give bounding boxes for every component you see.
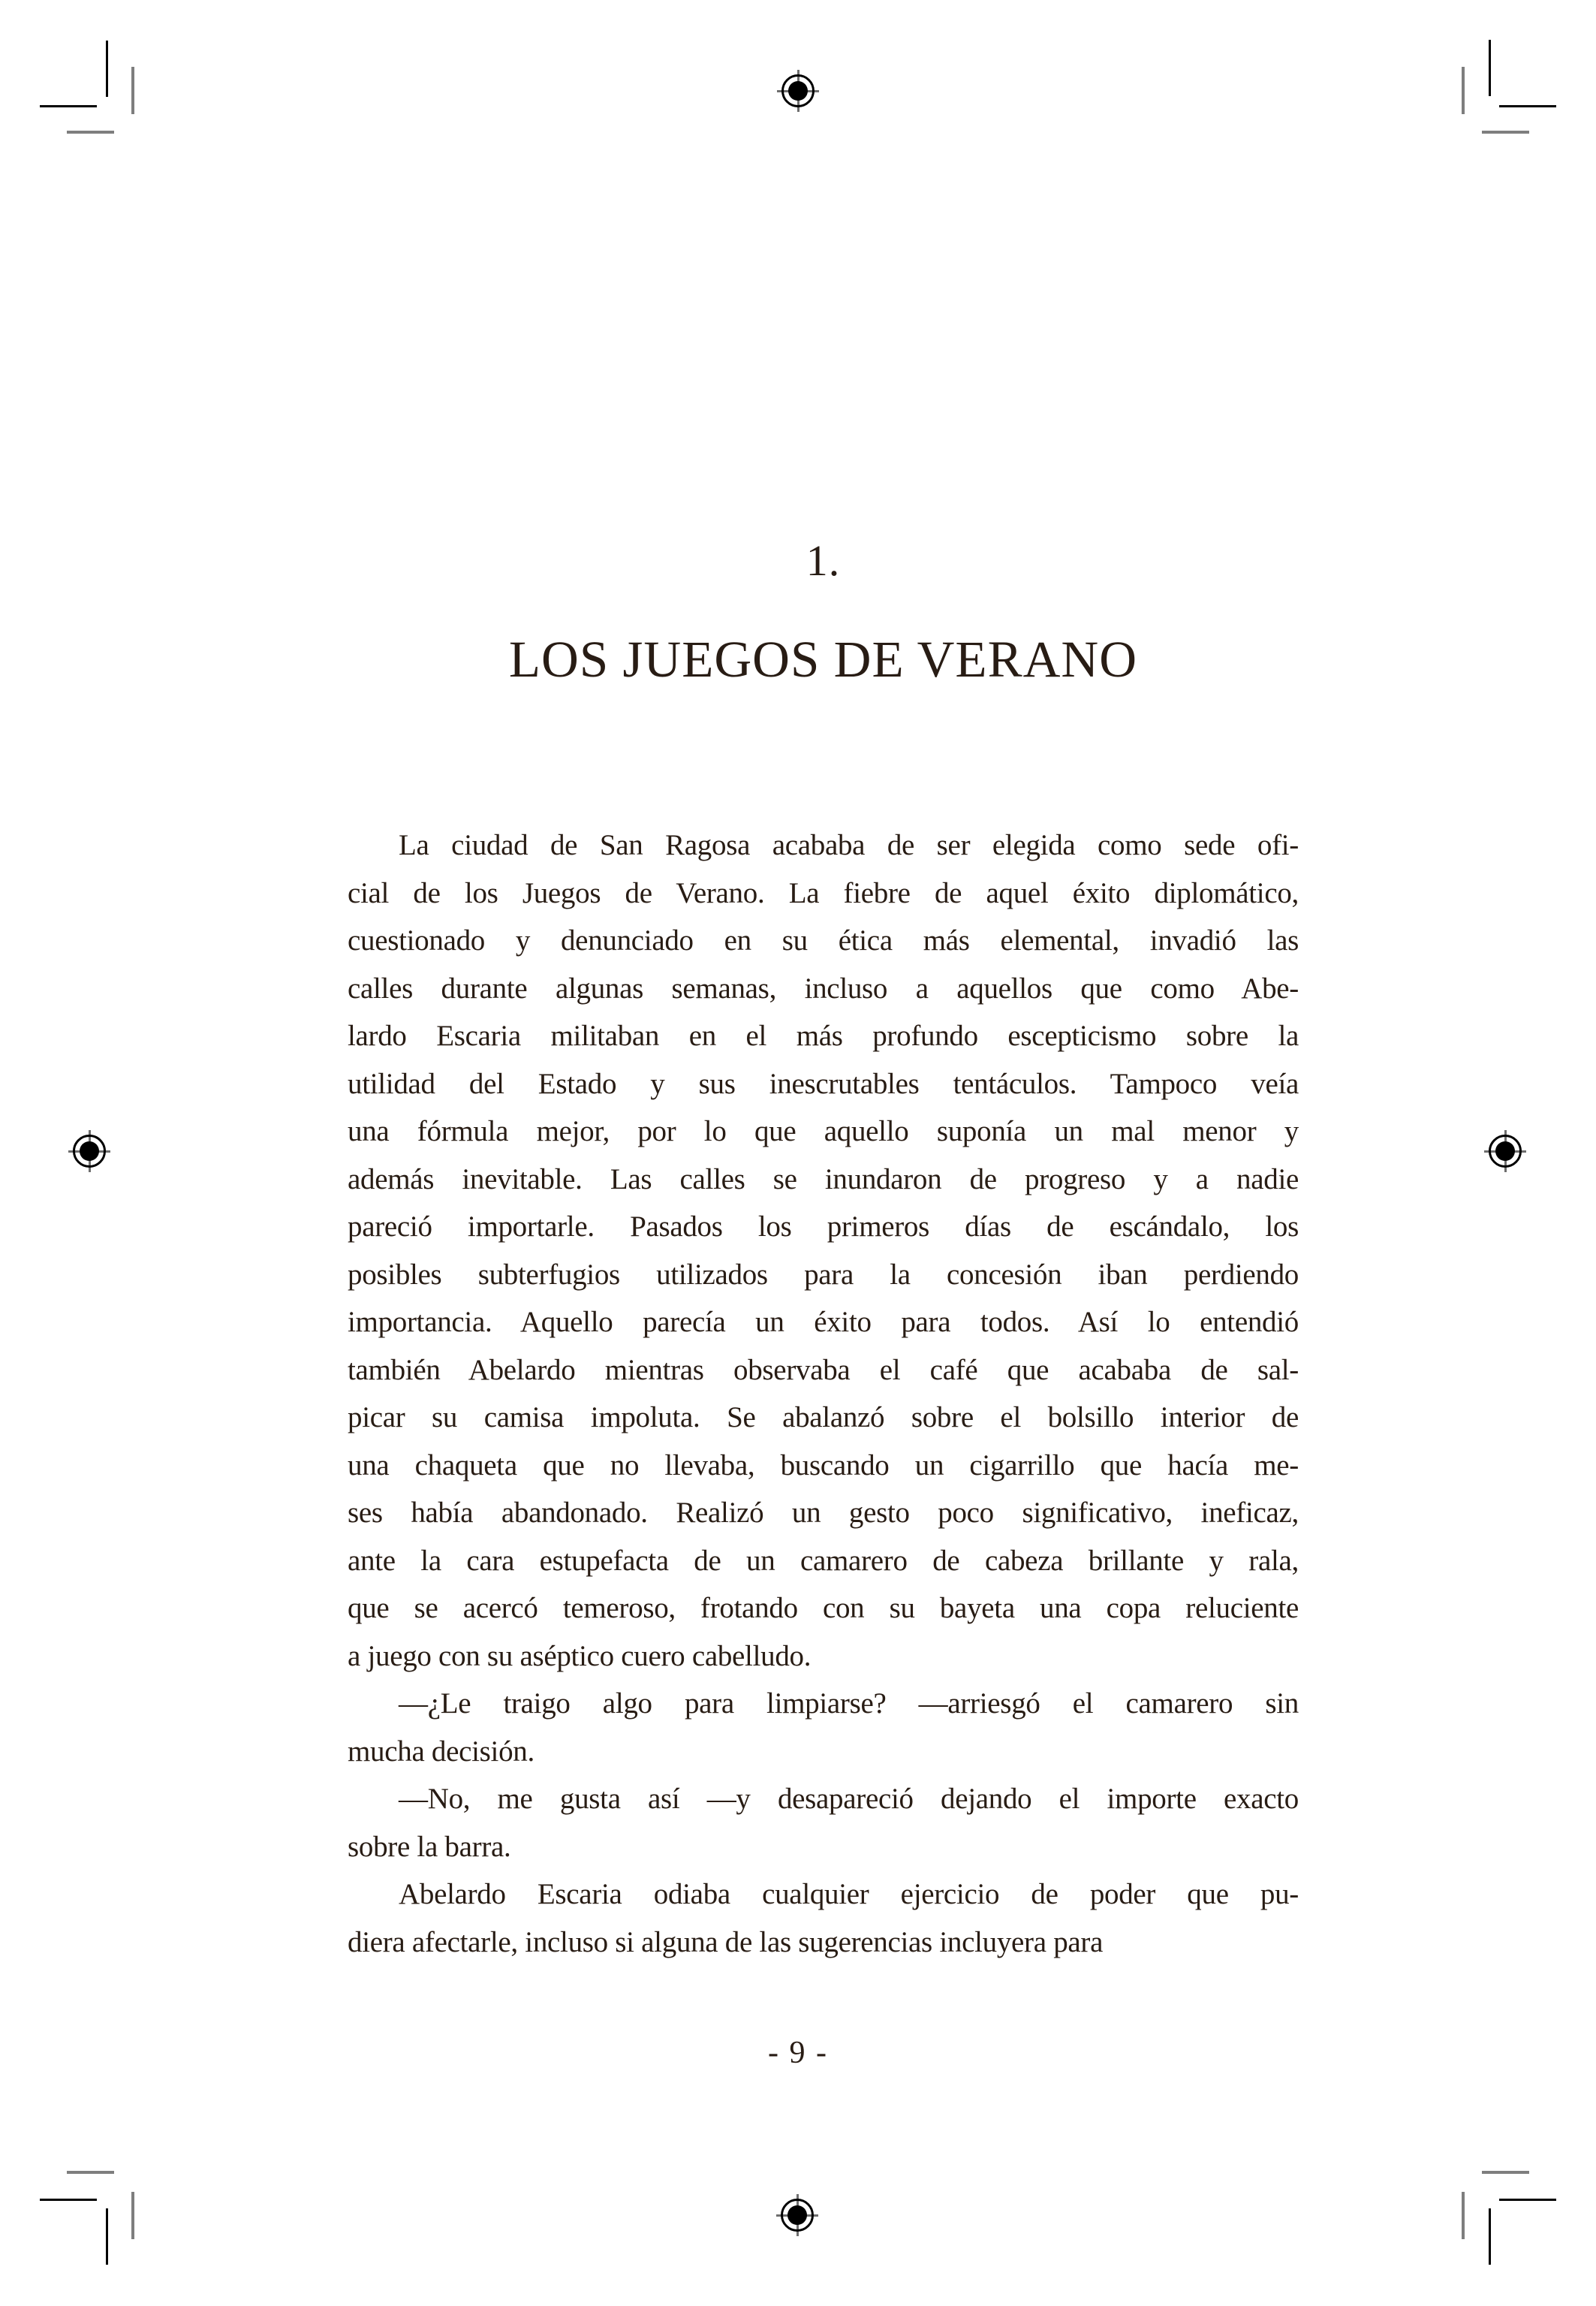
body-line: ante la cara estupefacta de un camarero de cabeza brillante y rala, <box>348 1544 1299 1577</box>
body-line: ses había abandonado. Realizó un gesto poco significativo, ineficaz, <box>348 1497 1299 1529</box>
reg-inner-dot <box>1495 1141 1515 1161</box>
body-line: importancia. Aquello parecía un éxito para todos. Así lo entendió <box>348 1306 1299 1338</box>
crop-mark <box>1489 40 1491 96</box>
body-line: Abelardo Escaria odiaba cualquier ejercicio de poder que pu- <box>399 1878 1299 1910</box>
body-line: posibles subterfugios utilizados para la concesión iban perdiendo <box>348 1258 1299 1291</box>
crop-mark <box>106 41 108 97</box>
body-line: —¿Le traigo algo para limpiarse? —arriesgó el camarero sin <box>399 1687 1299 1720</box>
body-line: que se acercó temeroso, frotando con su bayeta una copa reluciente <box>348 1592 1299 1624</box>
body-line: cial de los Juegos de Verano. La fiebre de aquel éxito diplomático, <box>348 876 1299 909</box>
crop-mark <box>1489 2208 1491 2265</box>
body-line: lardo Escaria militaban en el más profundo escepticismo sobre la <box>348 1020 1299 1052</box>
body-line: La ciudad de San Ragosa acababa de ser elegida como sede ofi- <box>399 829 1299 861</box>
body-line: calles durante algunas semanas, incluso a aquellos que como Abe- <box>348 972 1299 1005</box>
crop-mark <box>40 105 97 107</box>
body-line: diera afectarle, incluso si alguna de las sugerencias incluyera para <box>348 1925 1104 1958</box>
crop-mark <box>131 2192 134 2239</box>
chapter-title: LOS JUEGOS DE VERANO <box>508 631 1138 688</box>
crop-mark <box>1482 131 1529 134</box>
body-line: —No, me gusta así —y desapareció dejando el importe exacto <box>399 1783 1299 1815</box>
body-line: una fórmula mejor, por lo que aquello suponía un mal menor y <box>348 1115 1299 1147</box>
registration-target-icon <box>1484 1130 1526 1172</box>
body-line: a juego con su aséptico cuero cabelludo. <box>348 1639 812 1672</box>
registration-target-icon <box>68 1130 110 1172</box>
body-line: mucha decisión. <box>348 1735 535 1768</box>
body-line: sobre la barra. <box>348 1830 511 1863</box>
body-line: además inevitable. Las calles se inundaron de progreso y a nadie <box>348 1162 1299 1195</box>
crop-mark <box>1462 67 1465 114</box>
reg-inner-dot <box>80 1141 99 1161</box>
crop-mark <box>1482 2171 1529 2174</box>
body-line: también Abelardo mientras observaba el café que acababa de sal- <box>348 1353 1299 1386</box>
body-line: pareció importarle. Pasados los primeros días de escándalo, los <box>348 1210 1299 1243</box>
crop-mark <box>1499 2199 1556 2201</box>
crop-mark <box>40 2199 97 2201</box>
chapter-number: 1. <box>806 536 841 585</box>
body-text <box>348 821 1299 1966</box>
body-line: picar su camisa impoluta. Se abalanzó sobre el bolsillo interior de <box>348 1401 1299 1433</box>
crop-mark <box>1499 105 1556 107</box>
page-number: - 9 - <box>768 2036 828 2070</box>
crop-mark <box>67 131 114 134</box>
crop-mark <box>106 2208 108 2265</box>
crop-mark <box>131 67 134 114</box>
crop-mark <box>1462 2192 1465 2239</box>
body-line: una chaqueta que no llevaba, buscando un cigarrillo que hacía me- <box>348 1448 1299 1482</box>
body-line: cuestionado y denunciado en su ética más elemental, invadió las <box>348 924 1299 957</box>
page-content <box>348 0 1299 2306</box>
body-line: utilidad del Estado y sus inescrutables tentáculos. Tampoco veía <box>348 1067 1299 1100</box>
crop-mark <box>67 2171 114 2174</box>
